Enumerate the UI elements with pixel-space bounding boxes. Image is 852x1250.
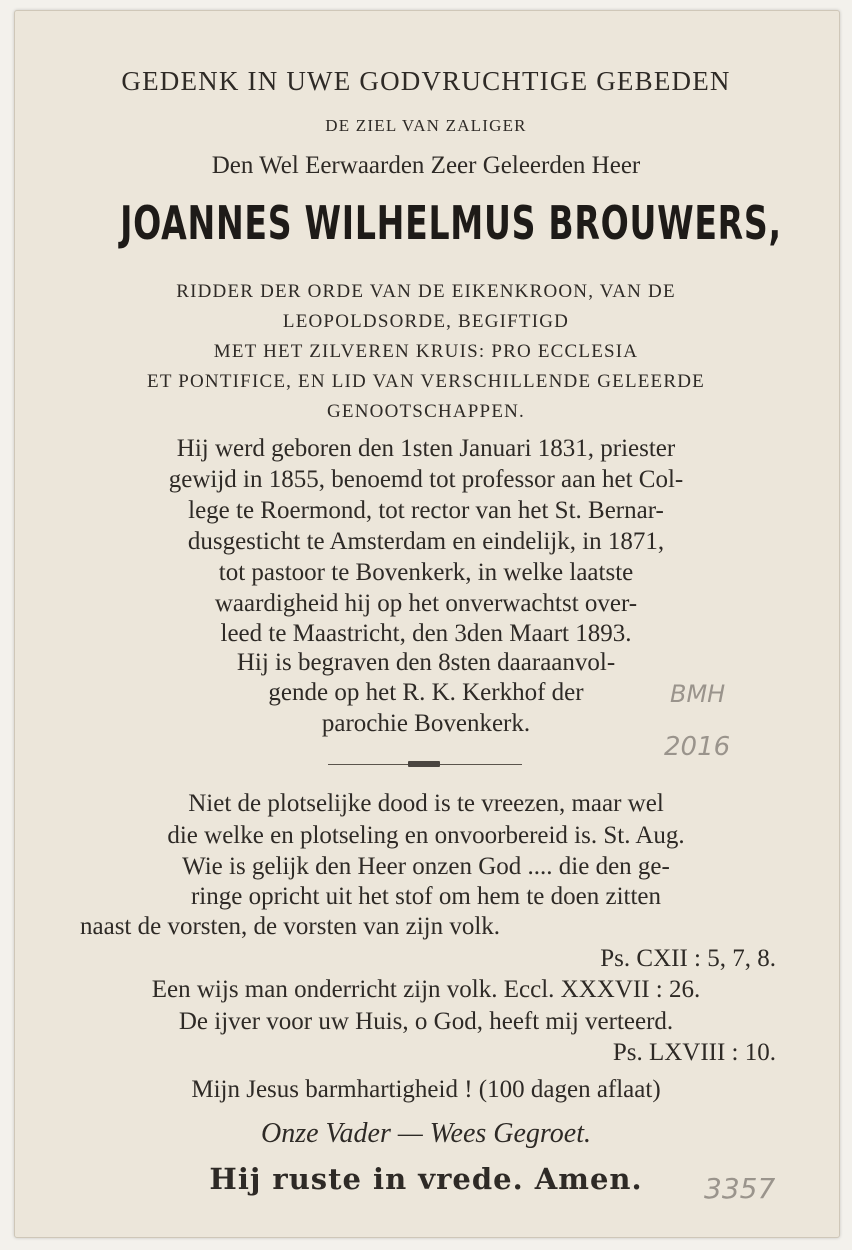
handwritten-note-bmh: BMH bbox=[670, 680, 726, 708]
bio-line-9: gende op het R. K. Kerkhof der bbox=[268, 679, 584, 706]
bio-line-5: tot pastoor te Bovenkerk, in welke laatste bbox=[218, 559, 634, 586]
quote-ref-ps-cxii: Ps. CXII : 5, 7, 8. bbox=[600, 945, 776, 972]
title-line-2: LEOPOLDSORDE, BEGIFTIGD bbox=[282, 311, 570, 332]
divider-ornament bbox=[408, 761, 440, 767]
quote-line-4: ringe opricht uit het stof om hem te doen zitten bbox=[190, 883, 662, 910]
bio-line-2: gewijd in 1855, benoemd tot professor aan het Col- bbox=[168, 466, 684, 493]
quote-line-1: Niet de plotselijke dood is te vreezen, maar wel bbox=[188, 790, 664, 817]
closing-line: Hij ruste in vrede. Amen. bbox=[209, 1162, 643, 1196]
prayers-line: Onze Vader — Wees Gegroet. bbox=[261, 1118, 591, 1149]
deceased-name: JOANNES WILHELMUS BROUWERS, bbox=[120, 196, 782, 250]
handwritten-note-3357: 3357 bbox=[704, 1172, 776, 1205]
quote-line-2: die welke en plotseling en onvoorbereid is. St. Aug. bbox=[167, 822, 685, 849]
quote-line-8: De ijver voor uw Huis, o God, heeft mij verteerd. bbox=[178, 1008, 674, 1035]
header-line-3: Den Wel Eerwaarden Zeer Geleerden Heer bbox=[211, 152, 641, 179]
bio-line-8: Hij is begraven den 8sten daaraanvol- bbox=[236, 649, 616, 676]
bio-line-1: Hij werd geboren den 1sten Januari 1831, priester bbox=[176, 435, 676, 462]
quote-line-5: naast de vorsten, de vorsten van zijn volk. bbox=[80, 913, 501, 940]
title-line-1: RIDDER DER ORDE VAN DE EIKENKROON, VAN DE bbox=[176, 281, 676, 302]
quote-line-3: Wie is gelijk den Heer onzen God .... die den ge- bbox=[182, 853, 670, 880]
indulgence-line: Mijn Jesus barmhartigheid ! (100 dagen aflaat) bbox=[191, 1076, 661, 1103]
handwritten-note-2016: 2016 bbox=[664, 732, 731, 762]
header-line-2: DE ZIEL VAN ZALIGER bbox=[325, 116, 527, 135]
bio-line-10: parochie Bovenkerk. bbox=[321, 710, 531, 737]
quote-line-7: Een wijs man onderricht zijn volk. Eccl. XXXVII : 26. bbox=[151, 976, 701, 1003]
bio-line-7: leed te Maastricht, den 3den Maart 1893. bbox=[220, 620, 632, 647]
bio-line-4: dusgesticht te Amsterdam en eindelijk, in 1871, bbox=[187, 528, 665, 555]
quote-ref-ps-lxviii: Ps. LXVIII : 10. bbox=[612, 1039, 776, 1066]
header-line-1: GEDENK IN UWE GODVRUCHTIGE GEBEDEN bbox=[121, 66, 731, 96]
bio-line-3: lege te Roermond, tot rector van het St. Bernar- bbox=[188, 497, 664, 524]
title-line-4: ET PONTIFICE, EN LID VAN VERSCHILLENDE GELEERDE bbox=[147, 371, 705, 392]
title-line-3: MET HET ZILVEREN KRUIS: PRO ECCLESIA bbox=[213, 341, 639, 362]
title-line-5: GENOOTSCHAPPEN. bbox=[327, 401, 525, 422]
bio-line-6: waardigheid hij op het onverwachtst over- bbox=[214, 590, 638, 617]
